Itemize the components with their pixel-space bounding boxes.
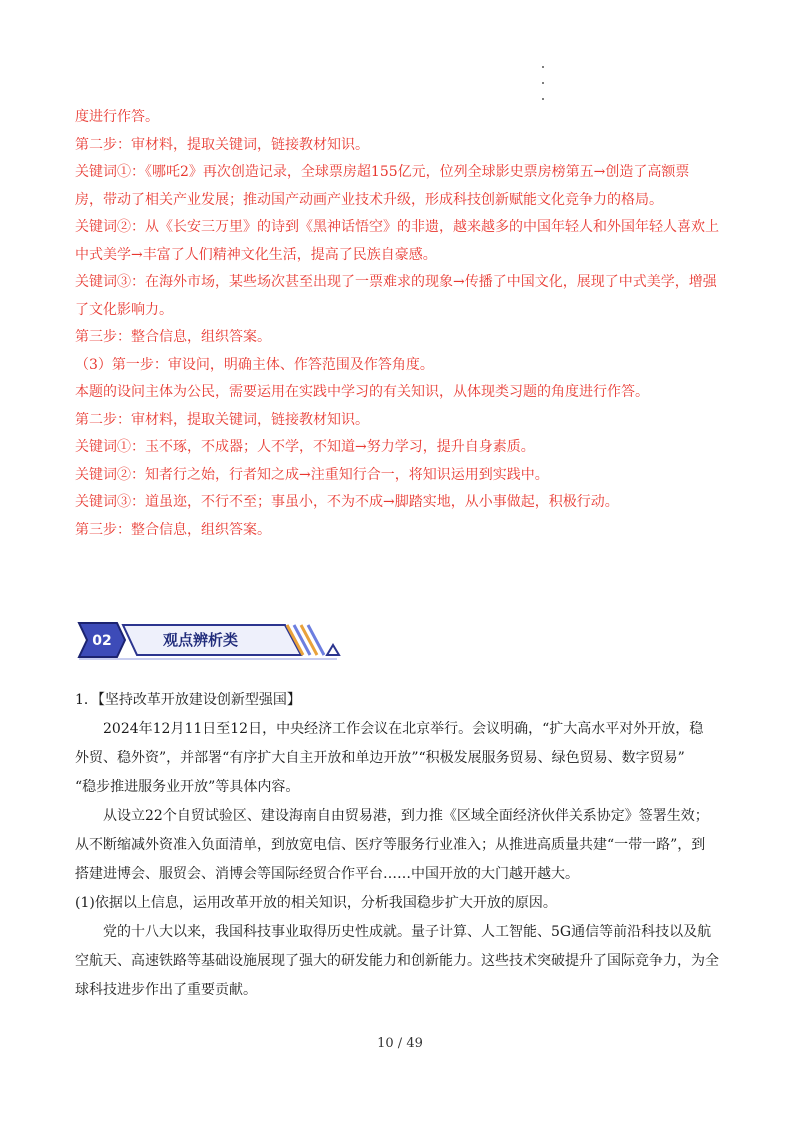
question-paragraph: 外贸、稳外资”，并部署“有序扩大自主开放和单边开放”“积极发展服务贸易、绿色贸易、数字贸易”	[75, 750, 685, 766]
page-current: 10	[377, 1036, 394, 1051]
question-paragraph: 党的十八大以来，我国科技事业取得历史性成就。量子计算、人工智能、5G通信等前沿科技以及航	[103, 924, 712, 940]
analysis-line: 关键词①：玉不琢，不成器；人不学，不知道→努力学习，提升自身素质。	[75, 439, 535, 455]
analysis-line: 第三步：整合信息，组织答案。	[75, 329, 271, 345]
answer-analysis	[75, 104, 735, 544]
triangle-icon	[327, 645, 339, 655]
analysis-line: 房，带动了相关产业发展；推动国产动画产业技术升级，形成科技创新赋能文化竞争力的格局。	[75, 191, 663, 208]
page-separator: /	[397, 1036, 403, 1051]
question-paragraph: 搭建进博会、服贸会、消博会等国际经贸合作平台……中国开放的大门越开越大。	[75, 866, 579, 882]
question-paragraph: 从设立22个自贸试验区、建设海南自由贸易港，到力推《区域全面经济伙伴关系协定》签署生效；	[103, 808, 709, 824]
question-block	[75, 686, 735, 1005]
analysis-line: 本题的设问主体为公民，需要运用在实践中学习的有关知识，从体现类习题的角度进行作答。	[75, 384, 649, 400]
page-total: 49	[406, 1036, 423, 1051]
question-paragraph: 从不断缩减外资准入负面清单，到放宽电信、医疗等服务行业准入；从推进高质量共建“一带一路”，到	[75, 837, 706, 853]
analysis-line: 关键词①：《哪吒2》再次创造记录，全球票房超155亿元，位列全球影史票房榜第五→创造了高额票	[75, 164, 690, 180]
analysis-line: 第三步：整合信息，组织答案。	[75, 521, 271, 538]
question-heading: 1．【坚持改革开放建设创新型强国】	[75, 692, 301, 708]
analysis-line: 关键词③：在海外市场，某些场次甚至出现了一票难求的现象→传播了中国文化，展现了中式美学，增强	[75, 274, 717, 290]
analysis-line: 关键词③：道虽迩，不行不至；事虽小，不为不成→脚踏实地，从小事做起，积极行动。	[75, 494, 619, 510]
analysis-line: 关键词②：知者行之始，行者知之成→注重知行合一，将知识运用到实践中。	[75, 466, 549, 483]
analysis-line: 了文化影响力。	[75, 301, 173, 318]
section-banner	[75, 617, 345, 663]
sub-question: (1)依据以上信息，运用改革开放的相关知识，分析我国稳步扩大开放的原因。	[75, 895, 557, 911]
question-paragraph: 空航天、高速铁路等基础设施展现了强大的研发能力和创新能力。这些技术突破提升了国际竞争力，为全	[75, 953, 719, 969]
banner-number: 02	[92, 633, 112, 649]
analysis-line: 中式美学→丰富了人们精神文化生活，提高了民族自豪感。	[75, 246, 437, 263]
analysis-line: 第二步：审材料，提取关键词，链接教材知识。	[75, 136, 369, 153]
page-number	[0, 1036, 800, 1051]
banner-title: 观点辨析类	[163, 631, 239, 649]
analysis-line: （3）第一步：审设问，明确主体、作答范围及作答角度。	[75, 356, 434, 373]
question-paragraph: 球科技进步作出了重要贡献。	[75, 982, 257, 998]
question-paragraph: 2024年12月11日至12日，中央经济工作会议在北京举行。会议明确，“扩大高水平对外开放，稳	[103, 721, 704, 737]
question-paragraph: “稳步推进服务业开放”等具体内容。	[75, 779, 300, 795]
analysis-line: 度进行作答。	[75, 109, 159, 125]
analysis-line: 关键词②：从《长安三万里》的诗到《黑神话悟空》的非遗，越来越多的中国年轻人和外国年轻人喜欢上	[75, 219, 719, 235]
analysis-line: 第二步：审材料，提取关键词，链接教材知识。	[75, 411, 369, 428]
